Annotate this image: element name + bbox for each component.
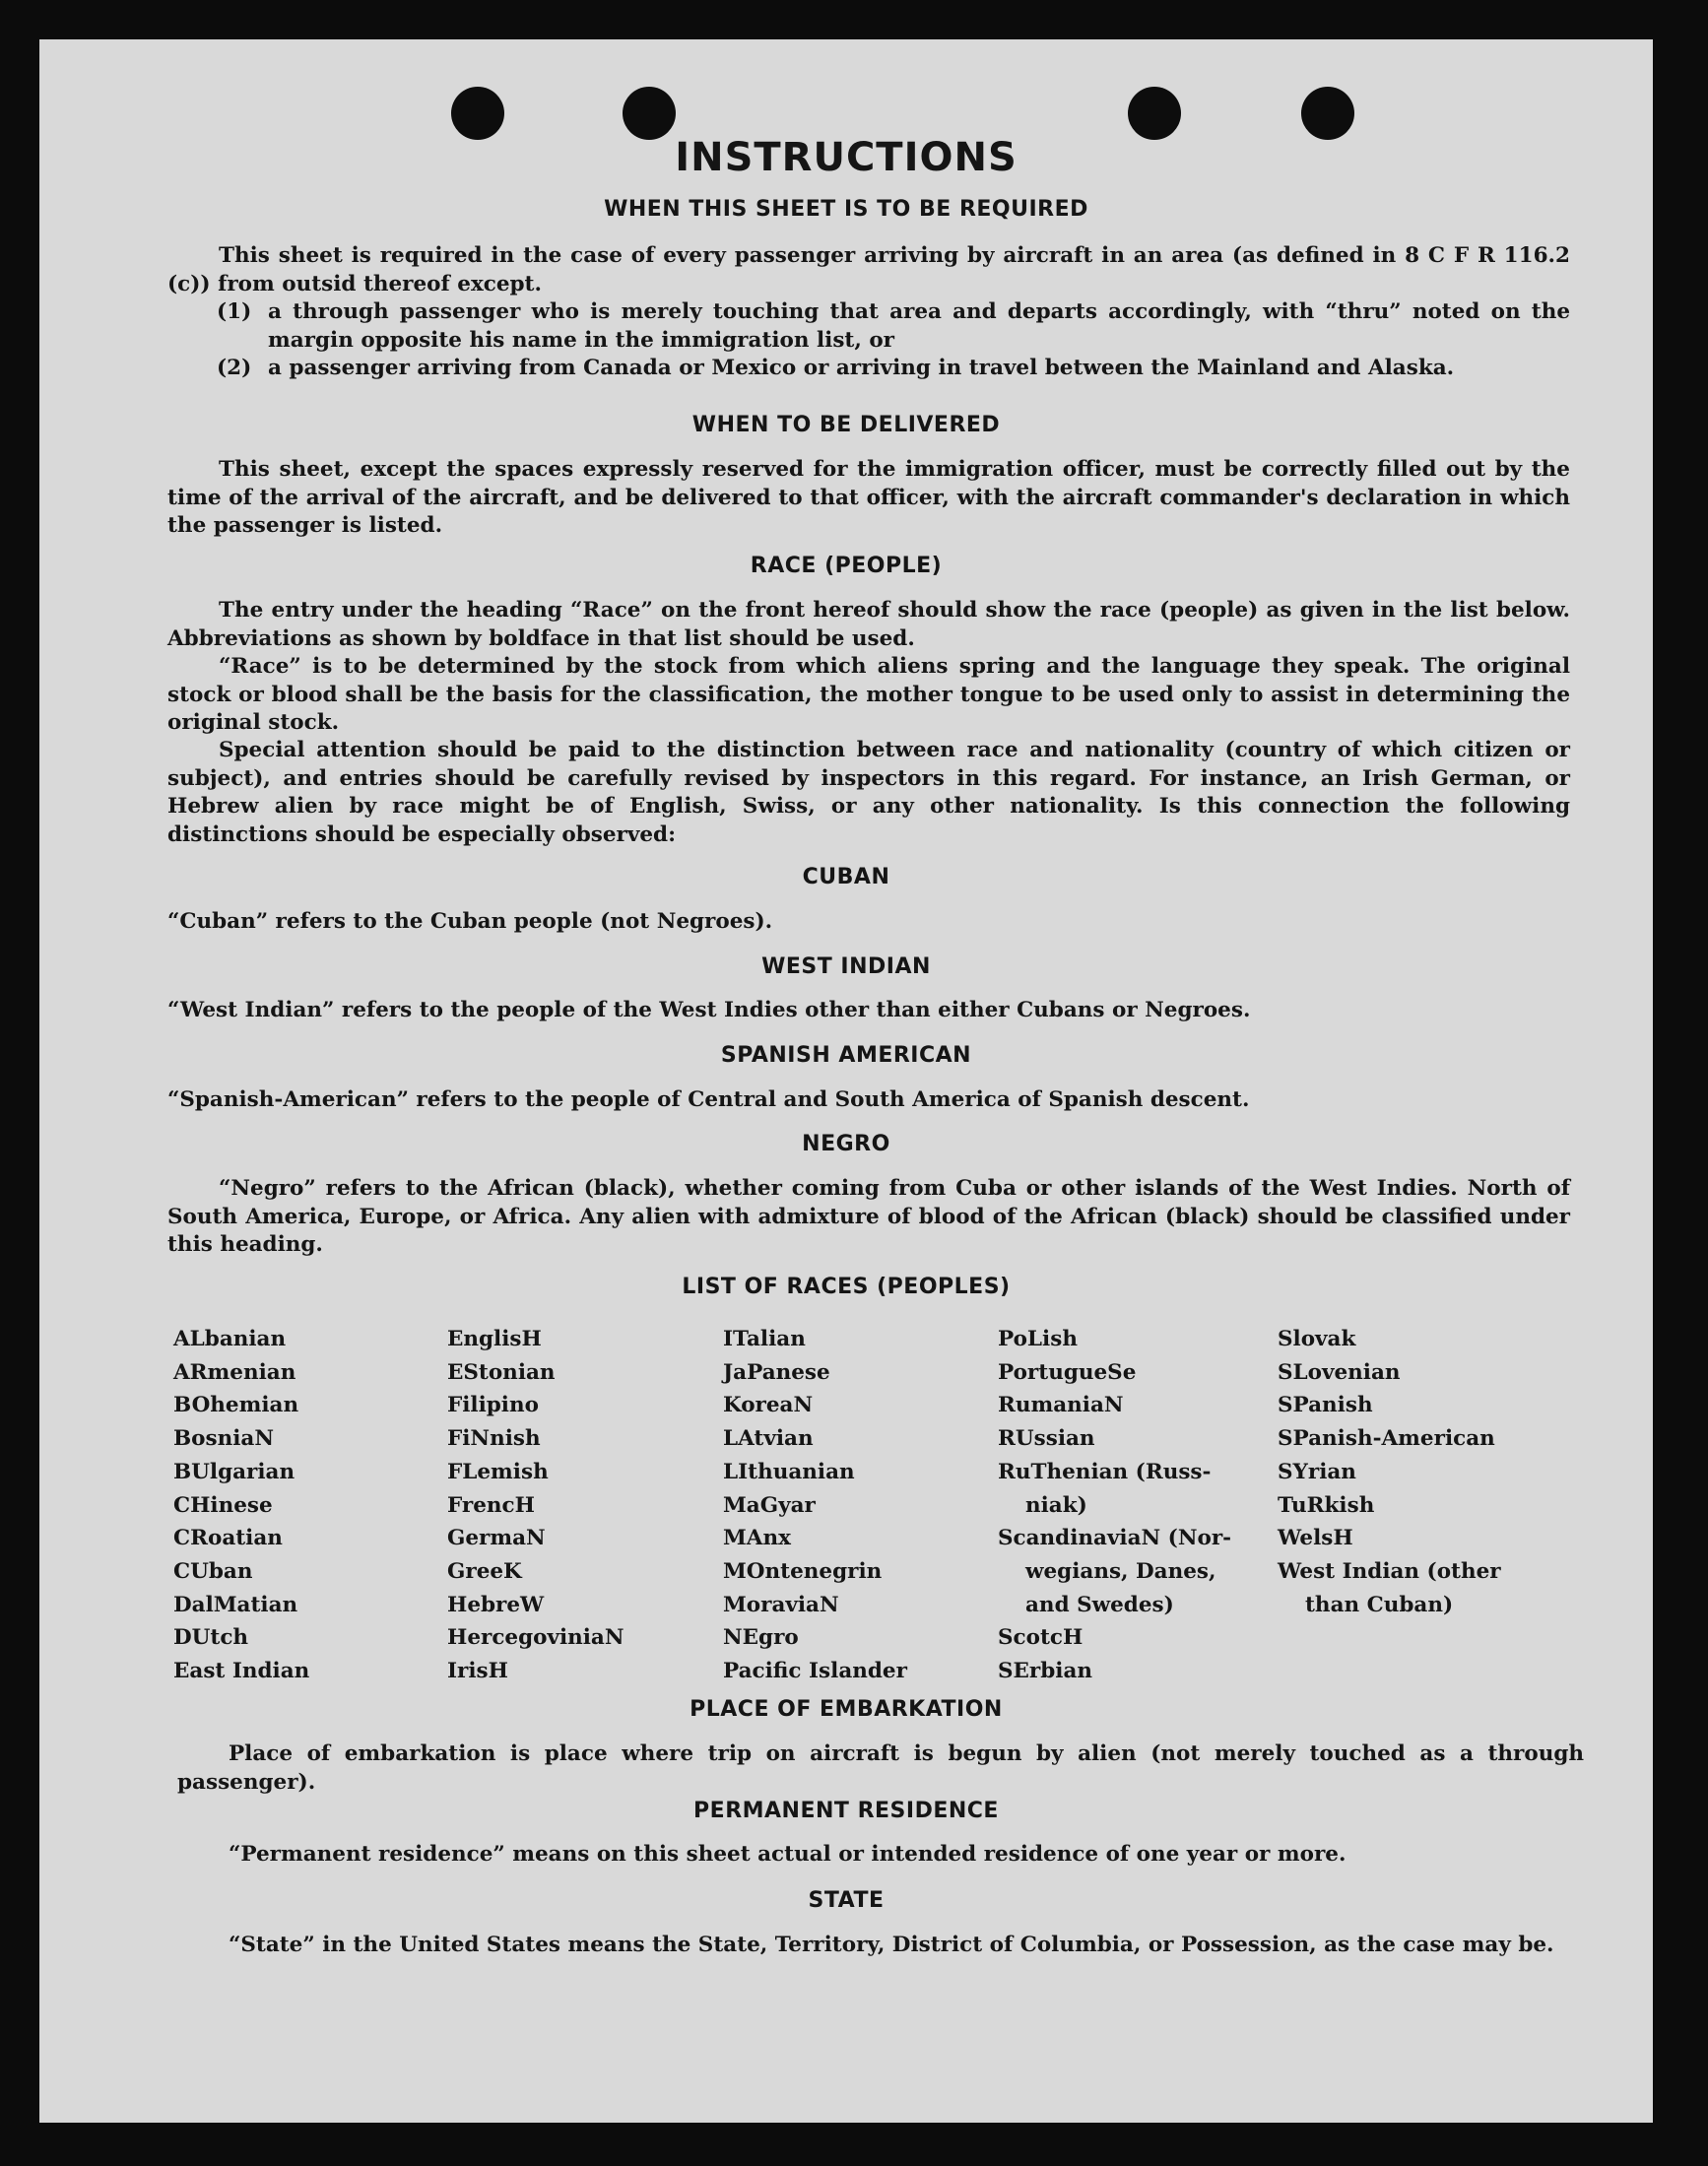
paragraph-state: “State” in the United States means the State, Territory, District of Columbia, or Possession, as the case may be. <box>229 1933 1554 1957</box>
race-entry: IrisH <box>447 1659 508 1684</box>
heading-state: STATE <box>808 1888 885 1913</box>
race-entry-continued: and Swedes) <box>1025 1592 1174 1617</box>
races-column-5 <box>1278 1323 1501 1621</box>
race-entry: RUssian <box>998 1426 1095 1452</box>
race-entry: Filipino <box>447 1393 539 1418</box>
race-entry: SYrian <box>1278 1459 1356 1484</box>
item-number: (1) <box>217 299 252 324</box>
race-entry: EStonian <box>447 1359 556 1385</box>
race-entry: FLemish <box>447 1459 549 1484</box>
heading-required: WHEN THIS SHEET IS TO BE REQUIRED <box>604 197 1088 222</box>
punch-hole <box>623 87 676 140</box>
heading-list-of-races: LIST OF RACES (PEOPLES) <box>682 1275 1011 1299</box>
race-entry: LAtvian <box>723 1426 814 1452</box>
heading-cuban: CUBAN <box>802 865 890 889</box>
race-entry: DalMatian <box>173 1592 298 1617</box>
race-entry-continued: niak) <box>1025 1492 1087 1518</box>
paragraph-negro: “Negro” refers to the African (black), whether coming from Cuba or other islands of the West Indies. North of South America, Europe, or Africa. Any alien with admixture of blood of the African (black) should be classified under this heading. <box>167 1176 1570 1257</box>
race-entry: CRoatian <box>173 1526 283 1551</box>
punch-hole <box>1301 87 1354 140</box>
heading-west-indian: WEST INDIAN <box>761 954 931 979</box>
race-entry: East Indian <box>173 1659 310 1684</box>
heading-delivered: WHEN TO BE DELIVERED <box>691 413 1001 437</box>
race-entry: CHinese <box>173 1492 273 1518</box>
page-title: INSTRUCTIONS <box>675 135 1018 180</box>
race-entry: BosniaN <box>173 1426 274 1452</box>
race-entry: MOntenegrin <box>723 1558 883 1584</box>
race-entry: FiNnish <box>447 1426 541 1452</box>
paragraph-cuban: “Cuban” refers to the Cuban people (not Negroes). <box>167 909 773 934</box>
race-entry: PortugueSe <box>998 1359 1137 1385</box>
race-entry: KoreaN <box>723 1393 814 1418</box>
race-entry: ALbanian <box>173 1327 287 1351</box>
race-entry: FrencH <box>447 1492 535 1518</box>
race-entry: ScotcH <box>998 1625 1084 1651</box>
race-entry: GermaN <box>447 1526 546 1551</box>
race-entry: West Indian (other <box>1278 1558 1501 1584</box>
race-entry: GreeK <box>447 1558 522 1584</box>
race-entry: ITalian <box>723 1327 806 1351</box>
heading-embarkation: PLACE OF EMBARKATION <box>690 1697 1003 1722</box>
race-entry: EnglisH <box>447 1327 542 1351</box>
race-entry: LIthuanian <box>723 1459 855 1484</box>
races-column-1 <box>173 1323 309 1688</box>
race-entry: BOhemian <box>173 1393 299 1418</box>
race-entry: ScandinaviaN (Nor- <box>998 1526 1232 1551</box>
punch-hole <box>451 87 504 140</box>
heading-negro: NEGRO <box>802 1132 890 1156</box>
race-entry: SPanish <box>1278 1393 1373 1418</box>
heading-permanent-residence: PERMANENT RESIDENCE <box>693 1799 999 1823</box>
exception-item-1 <box>217 298 1570 355</box>
race-entry: SPanish-American <box>1278 1426 1495 1452</box>
document-page <box>39 39 1653 2123</box>
races-column-2 <box>447 1323 624 1688</box>
race-entry: HercegoviniaN <box>447 1625 624 1651</box>
race-entry: RuThenian (Russ- <box>998 1459 1212 1484</box>
paragraph-west-indian: “West Indian” refers to the people of the West Indies other than either Cubans or Negroes. <box>167 998 1251 1022</box>
item-number: (2) <box>217 356 252 380</box>
paragraph-required: This sheet is required in the case of every passenger arriving by aircraft in an area (as defined in 8 C F R 116.2 (c)) from outsid thereof except. <box>167 243 1570 296</box>
race-entry: RumaniaN <box>998 1393 1124 1418</box>
heading-race: RACE (PEOPLE) <box>750 554 943 578</box>
race-entry: MAnx <box>723 1526 791 1551</box>
race-entry: MoraviaN <box>723 1592 839 1617</box>
race-entry: ARmenian <box>173 1359 296 1385</box>
race-entry: TuRkish <box>1278 1492 1375 1518</box>
paragraph-spanish-american: “Spanish-American” refers to the people of Central and South America of Spanish descent. <box>167 1087 1250 1112</box>
paragraph-race-1: The entry under the heading “Race” on the front hereof should show the race (people) as given in the list below. Abbreviations as shown by boldface in that list should be used. <box>167 598 1570 651</box>
race-entry: MaGyar <box>723 1492 816 1518</box>
race-entry: Slovak <box>1278 1327 1356 1351</box>
punch-hole <box>1128 87 1181 140</box>
race-entry: SLovenian <box>1278 1359 1401 1385</box>
race-entry: PoLish <box>998 1327 1078 1351</box>
race-entry: SErbian <box>998 1659 1093 1684</box>
paragraph-embarkation: Place of embarkation is place where trip on aircraft is begun by alien (not merely touched as a through passenger). <box>177 1741 1584 1795</box>
item-text: a passenger arriving from Canada or Mexico or arriving in travel between the Mainland and Alaska. <box>268 356 1455 380</box>
races-column-3 <box>723 1323 907 1688</box>
race-entry: DUtch <box>173 1625 249 1651</box>
race-entry-continued: than Cuban) <box>1305 1592 1454 1617</box>
races-column-4 <box>998 1323 1231 1688</box>
paragraph-race-2: “Race” is to be determined by the stock from which aliens spring and the language they speak. The original stock or blood shall be the basis for the classification, the mother tongue to be used only to assist in determining the original stock. <box>167 654 1570 735</box>
race-entry: CUban <box>173 1558 253 1584</box>
paragraph-race-3: Special attention should be paid to the distinction between race and nationality (country of which citizen or subject), and entries should be carefully revised by inspectors in this regard. For instance, an Irish German, or Hebrew alien by race might be of English, Swiss, or any other nationality. Is this connection the following distinctions should be especially observed: <box>167 738 1570 847</box>
exception-item-2 <box>217 355 1570 383</box>
paragraph-permanent-residence: “Permanent residence” means on this sheet actual or intended residence of one year or more. <box>229 1842 1347 1867</box>
heading-spanish-american: SPANISH AMERICAN <box>720 1043 972 1068</box>
race-entry: JaPanese <box>723 1359 830 1385</box>
race-entry-continued: wegians, Danes, <box>1025 1558 1216 1584</box>
paragraph-delivered: This sheet, except the spaces expressly reserved for the immigration officer, must be correctly filled out by the time of the arrival of the aircraft, and be delivered to that officer, with the aircraft commander's declaration in which the passenger is listed. <box>167 457 1570 538</box>
item-text: a through passenger who is merely touching that area and departs accordingly, with “thru” noted on the margin opposite his name in the immigration list, or <box>268 299 1570 353</box>
race-entry: NEgro <box>723 1625 799 1651</box>
race-entry: Pacific Islander <box>723 1659 907 1684</box>
race-entry: BUlgarian <box>173 1459 296 1484</box>
race-entry: HebreW <box>447 1592 545 1617</box>
race-entry: WelsH <box>1278 1526 1353 1551</box>
